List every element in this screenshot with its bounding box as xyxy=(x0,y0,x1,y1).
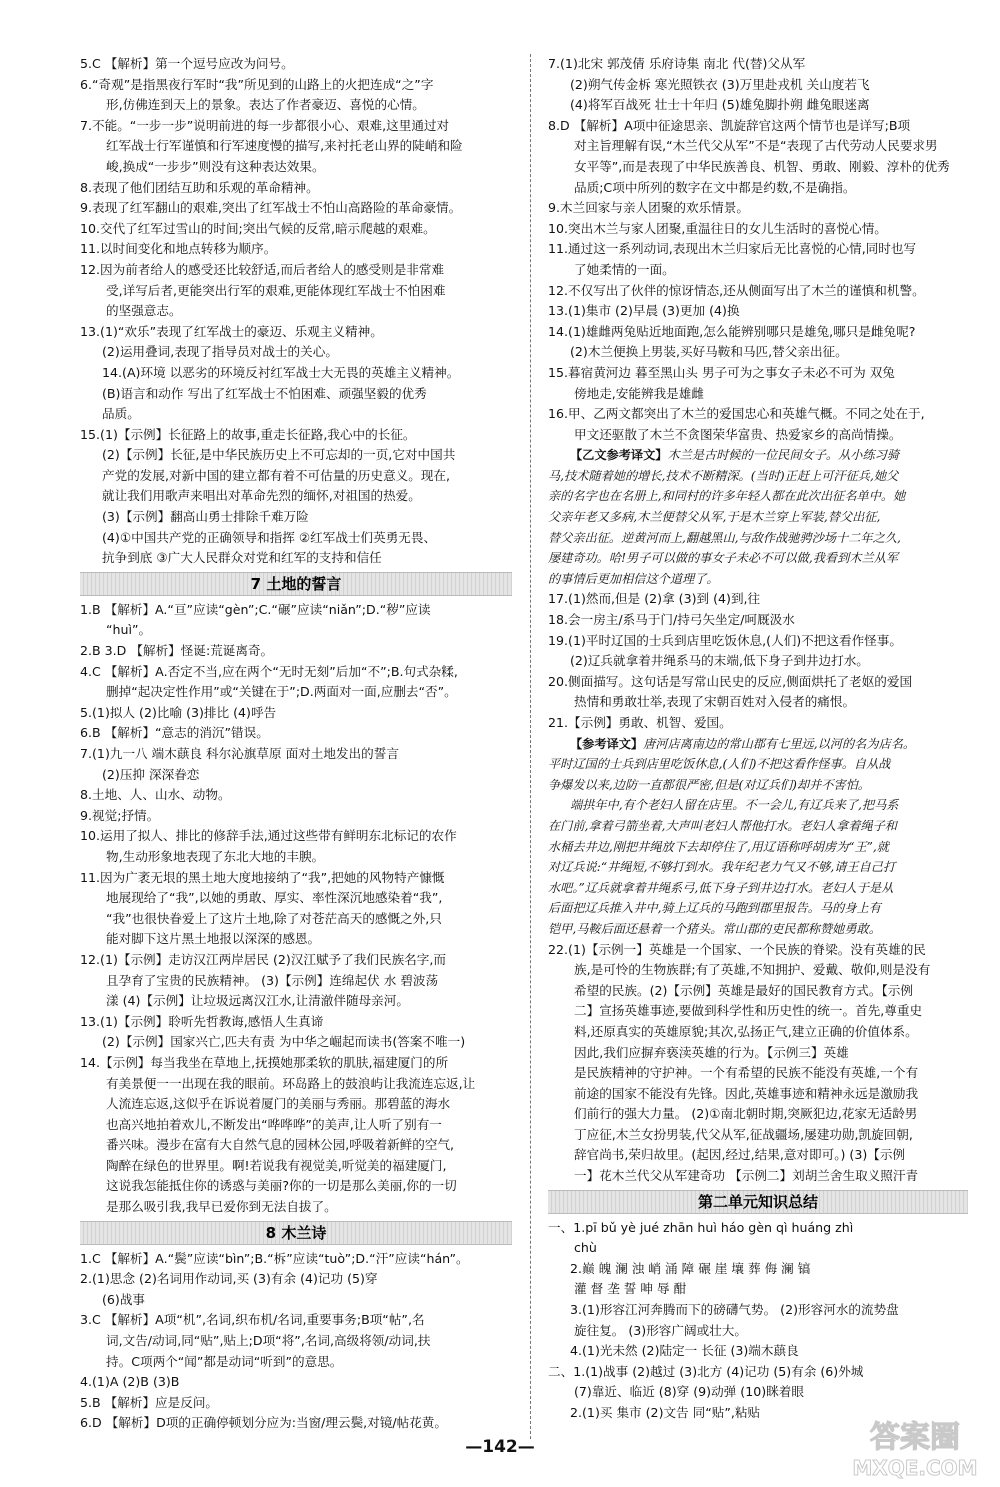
answer-line: “huì”。 xyxy=(106,622,152,638)
answer-line: 受,详写后者,更能突出行军的艰难,更能体现红军战士不怕困难 xyxy=(106,282,446,298)
answer-line: 灌 督 垄 誓 呻 辱 酣 xyxy=(574,1281,687,1297)
answer-line: (2)压抑 深深眷恋 xyxy=(102,766,200,782)
answer-line: 6.D 【解析】D项的正确停顿划分应为:当窗/理云鬓,对镜/帖花黄。 xyxy=(80,1415,447,1431)
answer-line: 7.不能。“一步一步”说明前进的每一步都很小心、艰难,这里通过对 xyxy=(80,117,450,133)
answer-line: 11.通过这一系列动词,表现出木兰归家后无比喜悦的心情,同时也写 xyxy=(548,241,917,257)
answer-line: 傍地走,安能辨我是雄雌 xyxy=(574,385,704,401)
answer-line: 5.B 【解析】应是反问。 xyxy=(80,1394,219,1410)
answer-line: (2)朔气传金柝 寒光照铁衣 (3)万里赴戎机 关山度若飞 xyxy=(570,76,870,92)
answer-line: 删掉“起决定性作用”或“关键在于”;D.两面对一面,应删去“否”。 xyxy=(106,684,457,700)
answer-line: 11.以时间变化和地点转移为顺序。 xyxy=(80,241,277,257)
answer-line: 20.侧面描写。这句话是写常山民史的反应,侧面烘托了老妪的爱国 xyxy=(548,673,913,689)
column-divider xyxy=(530,54,531,1439)
answers-lesson-8 xyxy=(80,1249,512,1434)
answer-line: 希望的民族。(2)【示例】英雄是最好的国民教育方式。【示例 xyxy=(574,982,913,998)
answer-line: chù xyxy=(574,1240,597,1256)
answer-line: 人流连忘返,这似乎在诉说着厦门的美丽与秀丽。那碧蓝的海水 xyxy=(106,1096,451,1112)
answer-line: 11.因为广袤无垠的黑土地大度地接纳了“我”,把她的风物特产慷慨 xyxy=(80,869,445,885)
answer-line: 旋往复。 (3)形容广阔或壮大。 xyxy=(574,1322,747,1338)
answer-line: 热情和勇敢壮举,表现了宋朝百姓对入侵者的痛恨。 xyxy=(574,694,856,710)
answer-line: 8.表现了他们团结互助和乐观的革命精神。 xyxy=(80,179,319,195)
answer-line: 7.(1)北宋 郭茂倩 乐府诗集 南北 代(替)父从军 xyxy=(548,56,806,71)
answer-line: (3)【示例】翻高山勇士排除千难万险 xyxy=(102,509,309,525)
answer-line: 10.运用了拟人、排比的修辞手法,通过这些带有鲜明东北标记的农作 xyxy=(80,828,457,844)
answer-line: 3.C 【解析】A项“机”,名词,织布机/名词,重要事务;B项“帖”,名 xyxy=(80,1312,425,1328)
translation-line: 在门前,拿着弓箭坐着,大声叫老妇人帮他打水。老妇人拿着绳子和 xyxy=(548,818,897,833)
left-column xyxy=(80,54,512,1434)
answer-line: (2)木兰便换上男装,买好马鞍和马匹,替父亲出征。 xyxy=(570,344,848,360)
answer-line: 9.视觉;抒情。 xyxy=(80,807,160,823)
answer-line: 14.【示例】每当我坐在草地上,抚摸她那柔软的肌肤,福建厦门的所 xyxy=(80,1054,449,1070)
answer-line: 12.因为前者给人的感受还比较舒适,而后者给人的感受则是非常难 xyxy=(80,261,445,277)
answers-extended-reading xyxy=(548,589,968,733)
translation-line: 替父亲出征。逆黄河而上,翻越黑山,与敌作战驰骋沙场十二年之久, xyxy=(548,530,901,545)
answer-line: 19.(1)平时辽国的士兵到店里吃饭休息,(人们)不把这看作怪事。 xyxy=(548,632,902,648)
translation-tag: 【参考译文】 xyxy=(570,736,644,751)
answer-line: 15.暮宿黄河边 暮至黑山头 男子可为之事女子未必不可为 双兔 xyxy=(548,364,895,380)
translation-line: 争爆发以来,边防一直都很严密,但是(对辽兵们)却并不害怕。 xyxy=(548,777,870,792)
answer-line: 15.(1)【示例】长征路上的故事,重走长征路,我心中的长征。 xyxy=(80,426,416,442)
answer-line: 9.表现了红军翻山的艰难,突出了红军战士不怕山高路险的革命豪情。 xyxy=(80,200,462,216)
answer-line: 形,仿佛连到天上的景象。表达了作者豪迈、喜悦的心情。 xyxy=(106,97,425,113)
translation-line: 马,技术随着她的增长,技术不断精深。(当时)正赶上可汗征兵,她父 xyxy=(548,468,899,483)
answer-line: 品质;C项中所列的数字在文中都是约数,不是确指。 xyxy=(574,179,856,195)
right-column xyxy=(548,54,968,1424)
answers-lesson-8-continued xyxy=(548,54,968,445)
translation-line: 屡建奇功。哈!男子可以做的事女子未必不可以做,我看到木兰从军 xyxy=(548,551,899,566)
answer-line: 地展现给了“我”,以她的勇敢、厚实、率性深沉地感染着“我”, xyxy=(106,890,443,906)
answer-line: (7)靠近、临近 (8)穿 (9)动弹 (10)眯着眼 xyxy=(574,1384,804,1400)
answers-lesson-6 xyxy=(80,54,512,569)
answer-line: 甲文还驱散了木兰不贪图荣华富贵、热爱家乡的高尚情操。 xyxy=(574,426,902,442)
answer-line: 2.(1)思念 (2)名词用作动词,买 (3)有余 (4)记功 (5)穿 xyxy=(80,1271,378,1287)
answer-line: 词,文告/动词,同“贴”,贴上;D项“将”,名词,高级将领/动词,扶 xyxy=(106,1333,431,1349)
answer-line: 4.(1)A (2)B (3)B xyxy=(80,1374,180,1390)
answer-line: 13.(1)【示例】聆听先哲教诲,感悟人生真谛 xyxy=(80,1013,324,1029)
answer-line: 9.木兰回家与亲人团聚的欢乐情景。 xyxy=(548,200,749,216)
answer-line: 是民族精神的守护神。一个有希望的民族不能没有英雄,一个有 xyxy=(574,1065,919,1081)
answer-line: 族,是可怜的生物族群;有了英雄,不知拥护、爱戴、敬仰,则是没有 xyxy=(574,962,931,978)
answer-line: 辞官尚书,荣归故里。(起因,经过,结果,意对即可。) (3)【示例 xyxy=(574,1147,906,1163)
answer-line: 5.C 【解析】第一个逗号应改为问号。 xyxy=(80,56,294,71)
answer-line: 女平等”,而是表现了中华民族善良、机智、勇敢、刚毅、淳朴的优秀 xyxy=(574,158,950,174)
translation-line: 端拱年中,有个老妇人留在店里。不一会儿,有辽兵来了,把马系 xyxy=(570,798,899,813)
answer-line: (2)辽兵就拿着井绳系马的末端,低下身子到井边打水。 xyxy=(570,653,869,669)
translation-text: 木兰是古时候的一位民间女子。从小练习骑 xyxy=(667,448,900,463)
answer-22 xyxy=(548,940,968,1187)
answer-line: 22.(1)【示例一】英雄是一个国家、一个民族的脊梁。没有英雄的民 xyxy=(548,941,926,957)
reference-translation-1 xyxy=(548,445,968,589)
reference-translation-2 xyxy=(548,734,968,940)
translation-line: 父亲年老又多病,木兰便替父从军,于是木兰穿上军装,替父出征, xyxy=(548,510,881,525)
answer-line: 漾 (4)【示例】让垃圾远离汉江水,让清澈伴随母亲河。 xyxy=(106,993,409,1009)
answer-line: 们前行的强大力量。 (2)①南北朝时期,突厥犯边,花家无适龄男 xyxy=(574,1106,918,1122)
answer-line: 番兴味。漫步在富有大自然气息的园林公园,呼吸着新鲜的空气, xyxy=(106,1137,455,1153)
translation-line: 对辽兵说:“井绳短,不够打到水。我年纪老力气又不够,请王自己打 xyxy=(548,860,896,875)
answer-line: 了她柔情的一面。 xyxy=(574,261,675,277)
answer-line: (2)【示例】长征,是中华民族历史上不可忘却的一页,它对中国共 xyxy=(102,447,456,463)
answer-line: 红军战士行军谨慎和行军速度慢的描写,来衬托老山界的陡峭和险 xyxy=(106,138,463,154)
answer-line: 8.土地、人、山水、动物。 xyxy=(80,787,231,803)
answer-line: (B)语言和动作 写出了红军战士不怕困难、顽强坚毅的优秀 xyxy=(102,385,427,401)
translation-line: 铠甲,马鞍后面还悬着一个猪头。常山郡的吏民都称赞她勇敢。 xyxy=(548,921,881,936)
answers-lesson-7 xyxy=(80,600,512,1218)
section-heading-unit-summary: 第二单元知识总结 xyxy=(548,1190,968,1214)
watermark-logo xyxy=(835,1413,995,1483)
answer-line: 17.(1)然而,但是 (2)拿 (3)到 (4)到,往 xyxy=(548,591,761,607)
translation-line xyxy=(548,445,968,466)
answer-line: 物,生动形象地表现了东北大地的丰腴。 xyxy=(106,848,325,864)
translation-line xyxy=(548,734,968,755)
answer-line: 7.(1)九一八 端木蕻良 科尔沁旗草原 面对土地发出的誓言 xyxy=(80,746,399,761)
answer-line: 10.突出木兰与家人团聚,重温往日的女儿生活时的喜悦心情。 xyxy=(548,220,887,236)
answer-line: 因此,我们应摒弃亵渎英雄的行为。【示例三】英雄 xyxy=(574,1044,849,1060)
answer-line: 10.交代了红军过雪山的时间;突出气候的反常,暗示爬越的艰难。 xyxy=(80,220,436,236)
answer-line: 对主旨理解有误,“木兰代父从军”不是“表现了古代劳动人民要求男 xyxy=(574,138,938,154)
translation-line: 水桶去井边,刚把井绳放下去却停住了,用辽语称呼胡虏为“王”,就 xyxy=(548,839,889,854)
answer-line: (4)将军百战死 壮士十年归 (5)雄兔脚扑朔 雌兔眼迷离 xyxy=(570,97,870,113)
answer-line: (4)①中国共产党的正确领导和指挥 ②红军战士们英勇无畏、 xyxy=(102,529,437,545)
answer-line: 4.(1)光未然 (2)陆定一 长征 (3)端木蕻良 xyxy=(570,1343,799,1359)
answer-line: 13.(1)“欢乐”表现了红军战士的豪迈、乐观主义精神。 xyxy=(80,323,383,339)
translation-tag: 【乙文参考译文】 xyxy=(570,448,668,463)
answer-line: 1.C 【解析】A.“鬓”应读“bìn”;B.“柝”应读“tuò”;D.“汗”应读“hán”。 xyxy=(80,1250,469,1266)
answer-line: “我”也很快眷爱上了这片土地,除了对苍茫高天的感慨之外,只 xyxy=(106,910,442,926)
answer-line: 抗争到底 ③广大人民群众对党和红军的支持和信任 xyxy=(102,550,382,566)
answer-line: 料,还原真实的英雄原貌;其次,弘扬正气,建立正确的价值体系。 xyxy=(574,1023,918,1039)
answer-line: 一、1.pī bǔ yè jué zhān huì háo gèn qì huáng zhì xyxy=(548,1219,854,1235)
answer-line: 4.C 【解析】A.否定不当,应在两个“无时无刻”后加“不”;B.句式杂糅, xyxy=(80,663,458,679)
answer-line: 丁应征,木兰女扮男装,代父从军,征战疆场,屡建功勋,凯旋回朝, xyxy=(574,1126,913,1142)
answer-line: 2.巅 魄 澜 浊 峭 涌 障 碾 崖 壤 葬 侮 澜 镐 xyxy=(570,1260,811,1276)
translation-text: 唐河店离南边的常山郡有七里远,以河的名为店名。 xyxy=(643,736,916,751)
answer-line: 有美景便一一出现在我的眼前。环岛路上的鼓浪屿让我流连忘返,让 xyxy=(106,1075,476,1091)
answer-line: 6.B 【解析】“意志的消沉”错误。 xyxy=(80,725,269,741)
translation-line: 后面把辽兵推入井中,骑上辽兵的马跑到郡里报告。马的身上有 xyxy=(548,901,881,916)
answer-line: 16.甲、乙两文都突出了木兰的爱国忠心和英雄气概。不同之处在于, xyxy=(548,406,925,422)
answer-line: 二】宣扬英雄事迹,要做到科学性和历史性的统一。首先,尊重史 xyxy=(574,1003,923,1019)
answer-line: 陶醉在绿色的世界里。啊!若说我有视觉美,听觉美的福建厦门, xyxy=(106,1157,447,1173)
answer-line: 就让我们用歌声来唱出对革命先烈的缅怀,对祖国的热爱。 xyxy=(102,488,421,504)
translation-line: 的事情后更加相信这个道理了。 xyxy=(548,571,719,586)
answer-line: 一】花木兰代父从军建奇功 【示例二】刘胡兰舍生取义照汗青 xyxy=(574,1168,919,1184)
answer-line: 的坚强意志。 xyxy=(106,303,182,319)
answer-line: 持。C项两个“闻”都是动词“听到”的意思。 xyxy=(106,1353,343,1369)
answer-line: 12.不仅写出了伙伴的惊讶情态,还从侧面写出了木兰的谨慎和机警。 xyxy=(548,282,925,298)
answer-line: 品质。 xyxy=(102,406,140,422)
answer-line: 8.D 【解析】A项中征途思亲、凯旋辞官这两个情节也是详写;B项 xyxy=(548,117,911,133)
page-number: —142— xyxy=(465,1437,535,1457)
translation-line: 平时辽国的士兵到店里吃饭休息,(人们)不把这看作怪事。自从战 xyxy=(548,757,891,772)
answer-line: 5.(1)拟人 (2)比喻 (3)排比 (4)呼告 xyxy=(80,704,277,720)
answer-line: 峻,换成“一步步”则没有这种表达效果。 xyxy=(106,158,325,174)
svg-text:MXQE.COM: MXQE.COM xyxy=(852,1456,978,1480)
answer-line: 6.“奇观”是指黑夜行军时“我”所见到的山路上的火把连成“之”字 xyxy=(80,76,434,92)
answer-line: 2.(1)买 集市 (2)文告 同“贴”,粘贴 xyxy=(570,1405,761,1420)
answer-line: (2)运用叠词,表现了指导员对战士的关心。 xyxy=(102,344,338,360)
answer-line: 二、1.(1)战事 (2)越过 (3)北方 (4)记功 (5)有余 (6)外城 xyxy=(548,1363,864,1379)
answer-line: 是那么吸引我,我早已爱你到无法自拔了。 xyxy=(106,1199,337,1215)
section-heading-lesson-7: 7 土地的誓言 xyxy=(80,572,512,596)
answer-line: (6)战事 xyxy=(102,1291,146,1307)
answer-line: 这说我怎能抵住你的诱惑与美丽?你的一切是那么美丽,你的一切 xyxy=(106,1178,457,1194)
translation-line: 亲的名字也在名册上,和同村的许多年轻人都在此次出征名单中。她 xyxy=(548,489,906,504)
answer-line: 产党的发展,对新中国的建立都有着不可估量的历史意义。现在, xyxy=(102,467,451,483)
answer-line: 且孕育了宝贵的民族精神。 (3)【示例】连绵起伏 水 碧波荡 xyxy=(106,972,439,988)
answer-line: 也高兴地拍着欢儿,不断发出“哗哗哗”的美声,让人听了别有一 xyxy=(106,1116,442,1132)
answer-line: 14.(A)环境 以恶劣的环境反衬红军战士大无畏的英雄主义精神。 xyxy=(102,364,460,380)
answer-line: 3.(1)形容江河奔腾而下的磅礴气势。 (2)形容河水的流势盘 xyxy=(570,1302,899,1318)
svg-text:答案圈: 答案圈 xyxy=(870,1420,960,1455)
answer-line: 能对脚下这片黑土地报以深深的感恩。 xyxy=(106,931,321,947)
translation-line: 水吧。”辽兵就拿着井绳系弓,低下身子到井边打水。老妇人于是从 xyxy=(548,880,894,895)
answer-line: 1.B 【解析】A.“亘”应读“gèn”;C.“碾”应读“niǎn”;D.“秽”应读 xyxy=(80,601,431,617)
answer-line: 14.(1)雄雌两兔贴近地面跑,怎么能辨别哪只是雄兔,哪只是雌兔呢? xyxy=(548,323,916,339)
answer-line: 2.B 3.D 【解析】怪诞:荒诞离奇。 xyxy=(80,643,274,659)
answer-line: 13.(1)集市 (2)早晨 (3)更加 (4)换 xyxy=(548,303,740,319)
answer-line: 21.【示例】勇敢、机智、爱国。 xyxy=(548,715,732,730)
unit-summary-answers xyxy=(548,1218,968,1424)
section-heading-lesson-8: 8 木兰诗 xyxy=(80,1221,512,1245)
answer-line: 18.会一房主/系马于门/持弓矢坐定/呵厩汲水 xyxy=(548,612,795,628)
answer-line: 12.(1)【示例】走访汉江两岸居民 (2)汉江赋予了我们民族名字,而 xyxy=(80,951,446,967)
answer-line: 前途的国家不能没有先锋。因此,英雄事迹和精神永远是激励我 xyxy=(574,1085,919,1101)
answer-line: (2)【示例】国家兴亡,匹夫有责 为中华之崛起而读书(答案不唯一) xyxy=(102,1034,466,1050)
